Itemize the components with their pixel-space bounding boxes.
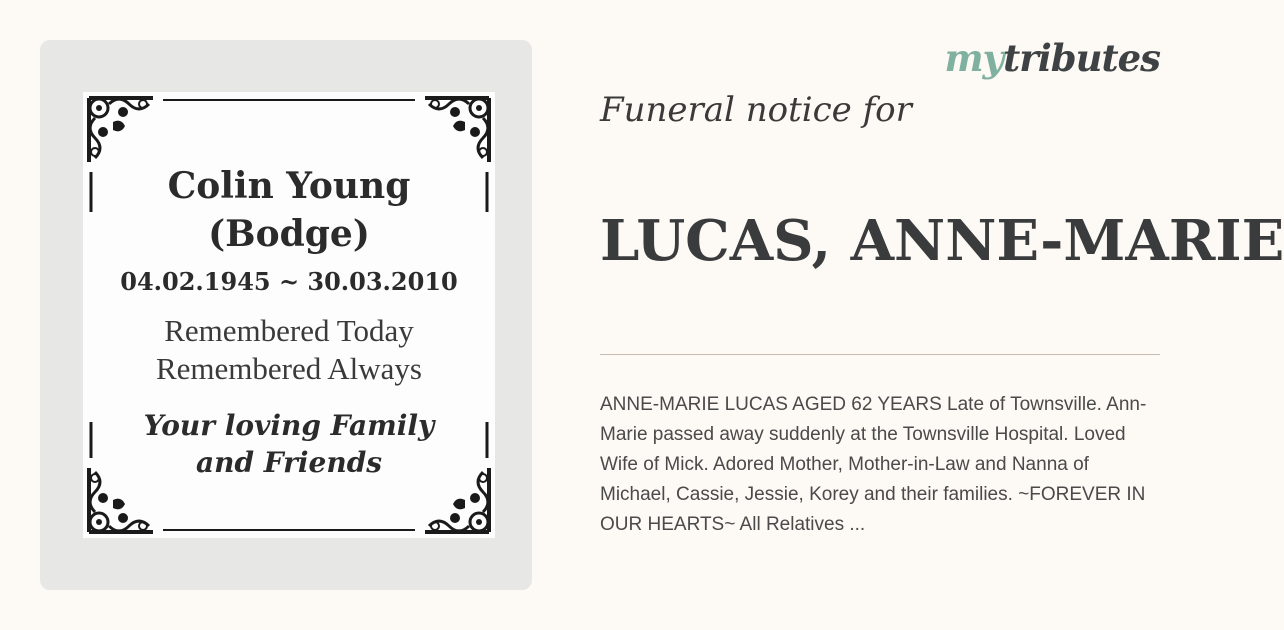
logo-part-tributes: tributes [1003, 36, 1160, 80]
notice-family-line-1: Your loving Family [143, 409, 435, 442]
notice-name-line-1: Colin Young [167, 165, 411, 207]
notice-summary: ANNE-MARIE LUCAS AGED 62 YEARS Late of Townsville. Ann-Marie passed away suddenly at the Townsville Hospital. Loved Wife of Mick. Adored Mother, Mother-in-Law and Nanna of Michael, Cassie, Jessie, Korey and their families. ~FOREVER IN OUR HEARTS~ All Relatives ... [600, 394, 1147, 535]
divider [600, 354, 1160, 355]
notice-name-line-2: (Bodge) [208, 213, 370, 255]
notice-remember-line-1: Remembered Today [164, 313, 414, 348]
mytributes-logo[interactable] [944, 36, 1160, 80]
logo-part-my: my [944, 36, 1004, 80]
notice-family [83, 407, 495, 481]
notice-family-line-2: and Friends [195, 446, 383, 479]
notice-remembrance [83, 312, 495, 388]
notice-deceased-name [83, 162, 495, 258]
notice-kicker: Funeral notice for [600, 90, 912, 130]
notice-remember-line-2: Remembered Always [155, 351, 422, 386]
notice-clipping [83, 92, 495, 538]
notice-dates: 04.02.1945 ~ 30.03.2010 [120, 267, 458, 296]
funeral-notice-image [40, 40, 532, 590]
deceased-name-heading: LUCAS, ANNE-MARIE [600, 208, 1284, 274]
ornamental-corner-icon [89, 98, 153, 162]
